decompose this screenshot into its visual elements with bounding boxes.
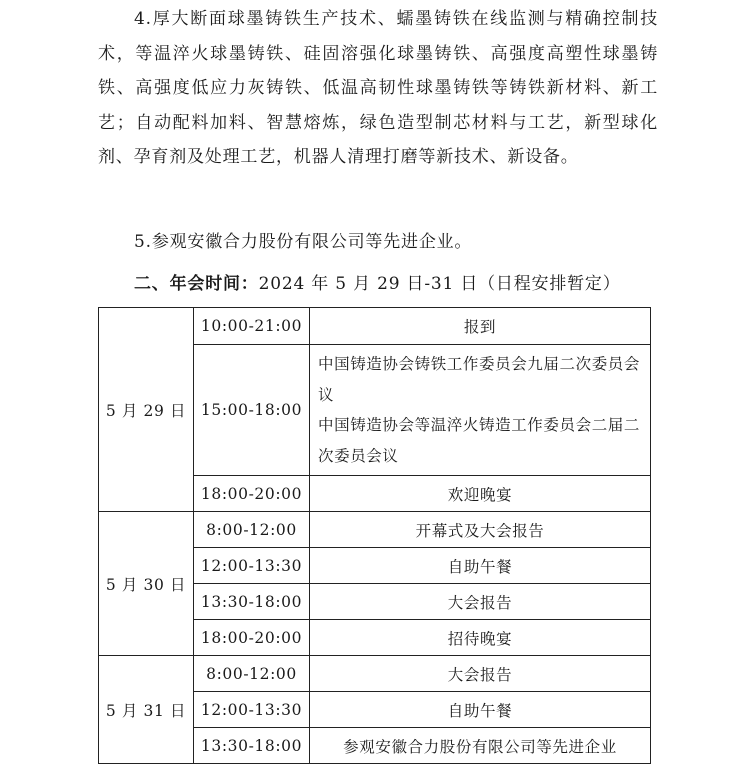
activity-cell: 自助午餐: [310, 548, 651, 584]
table-row: [99, 656, 651, 692]
activity-cell: 大会报告: [310, 584, 651, 620]
time-cell: 12:00-13:30: [194, 692, 310, 728]
activity-cell: 招待晚宴: [310, 620, 651, 656]
time-cell: 8:00-12:00: [194, 512, 310, 548]
time-cell: 18:00-20:00: [194, 476, 310, 512]
activity-cell: 报到: [310, 308, 651, 345]
day-cell-may-31: 5 月 31 日: [99, 656, 194, 764]
section-2-dates: 2024 年 5 月 29 日-31 日（日程安排暂定）: [258, 274, 621, 294]
time-cell: 10:00-21:00: [194, 308, 310, 345]
item-4-text: 厚大断面球墨铸铁生产技术、蠕墨铸铁在线监测与精确控制技术，等温淬火球墨铸铁、硅固溶强化球墨铸铁、高强度高塑性球墨铸铁、高强度低应力灰铸铁、低温高韧性球墨铸铁等铸铁新材料、新工艺；自动配料加料、智慧熔炼，绿色造型制芯材料与工艺，新型球化剂、孕育剂及处理工艺，机器人清理打磨等新技术、新设备。: [98, 9, 658, 167]
item-4-number: 4.: [134, 9, 152, 29]
meeting-line-1: 中国铸造协会铸铁工作委员会九届二次委员会议: [318, 355, 641, 404]
day-cell-may-30: 5 月 30 日: [99, 512, 194, 656]
time-cell: 12:00-13:30: [194, 548, 310, 584]
time-cell: 18:00-20:00: [194, 620, 310, 656]
time-cell: 13:30-18:00: [194, 584, 310, 620]
activity-cell: 参观安徽合力股份有限公司等先进企业: [310, 728, 651, 764]
activity-cell: 开幕式及大会报告: [310, 512, 651, 548]
paragraph-item-5: [98, 225, 658, 260]
table-row: [99, 512, 651, 548]
time-cell: 8:00-12:00: [194, 656, 310, 692]
table-row: [99, 308, 651, 345]
meeting-line-2: 中国铸造协会等温淬火铸造工作委员会二届二次委员会议: [318, 416, 641, 465]
section-2-heading: [98, 267, 658, 302]
item-5-text: 5.参观安徽合力股份有限公司等先进企业。: [134, 232, 473, 252]
time-cell: 15:00-18:00: [194, 345, 310, 476]
time-cell: 13:30-18:00: [194, 728, 310, 764]
activity-cell: 自助午餐: [310, 692, 651, 728]
activity-cell-meetings: [310, 345, 651, 476]
activity-cell: 大会报告: [310, 656, 651, 692]
section-2-title: 二、年会时间：: [134, 274, 259, 294]
schedule-table: [98, 307, 651, 764]
day-cell-may-29: 5 月 29 日: [99, 308, 194, 512]
activity-cell: 欢迎晚宴: [310, 476, 651, 512]
paragraph-item-4: [98, 2, 658, 175]
